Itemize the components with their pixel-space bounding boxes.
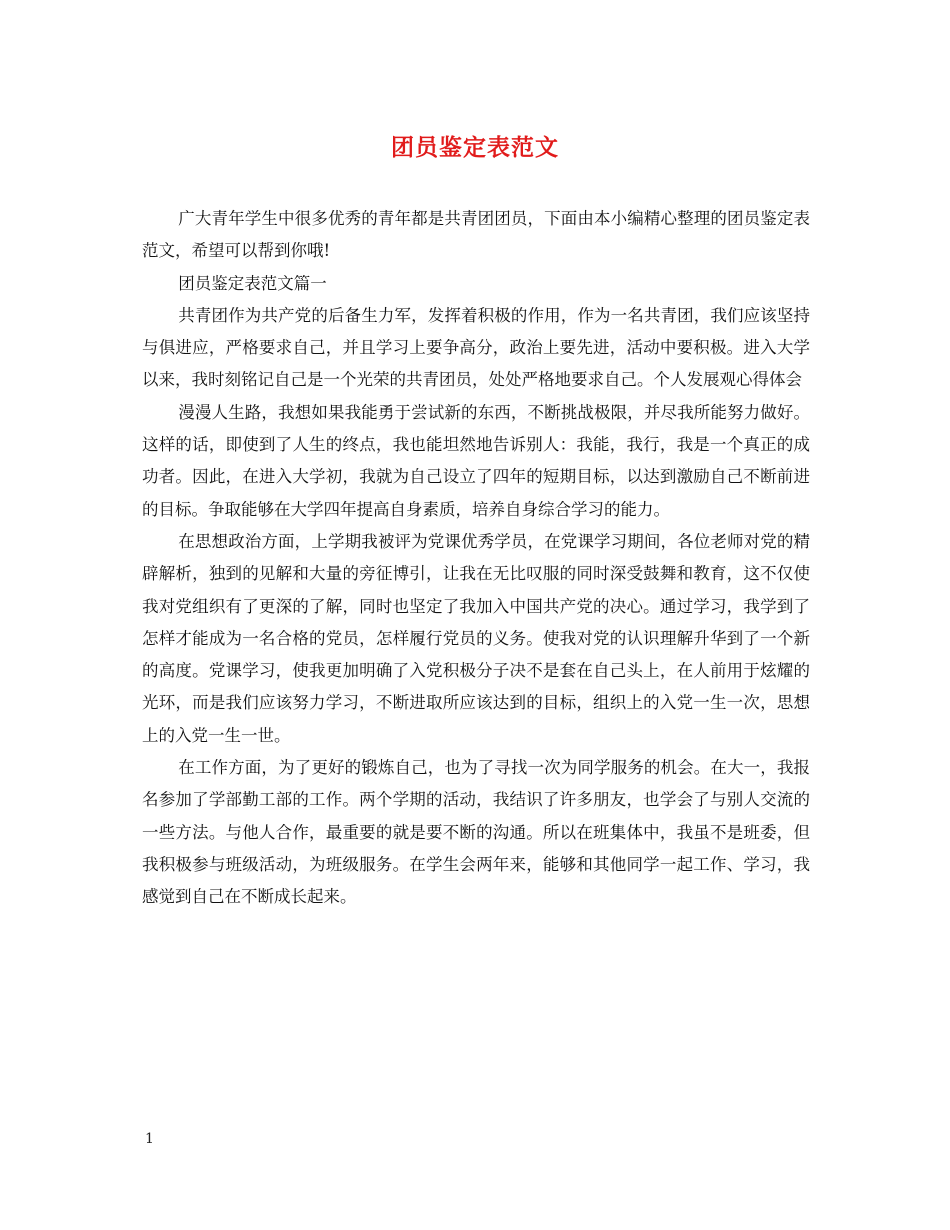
paragraph-1: 共青团作为共产党的后备生力军，发挥着积极的作用，作为一名共青团，我们应该坚持与俱进应，严格要求自己，并且学习上要争高分，政治上要先进，活动中要积极。进入大学以来，我时刻铭记自己是一个光荣的共青团员，处处严格地要求自己。个人发展观心得体会 [142,305,810,390]
paragraph-4: 在工作方面，为了更好的锻炼自己，也为了寻找一次为同学服务的机会。在大一，我报名参加了学部勤工部的工作。两个学期的活动，我结识了许多朋友，也学会了与别人交流的一些方法。与他人合作，最重要的就是要不断的沟通。所以在班集体中，我虽不是班委，但我积极参与班级活动，为班级服务。在学生会两年来，能够和其他同学一起工作、学习，我感觉到自己在不断成长起来。 [142,758,810,907]
section-heading: 团员鉴定表范文篇一 [178,273,327,293]
paragraph-2: 漫漫人生路，我想如果我能勇于尝试新的东西，不断挑战极限，并尽我所能努力做好。这样的话，即使到了人生的终点，我也能坦然地告诉别人：我能，我行，我是一个真正的成功者。因此，在进入大学初，我就为自己设立了四年的短期目标，以达到激励自己不断前进的目标。争取能够在大学四年提高自身素质，培养自身综合学习的能力。 [142,402,810,519]
document-body [142,203,810,914]
page-number: 1 [145,1131,154,1147]
paragraph-intro: 广大青年学生中很多优秀的青年都是共青团团员，下面由本小编精心整理的团员鉴定表范文，希望可以帮到你哦! [142,209,810,261]
paragraph-3: 在思想政治方面，上学期我被评为党课优秀学员，在党课学习期间，各位老师对党的精辟解析，独到的见解和大量的旁征博引，让我在无比叹服的同时深受鼓舞和教育，这不仅使我对党组织有了更深的了解，同时也坚定了我加入中国共产党的决心。通过学习，我学到了怎样才能成为一名合格的党员，怎样履行党员的义务。使我对党的认识理解升华到了一个新的高度。党课学习，使我更加明确了入党积极分子决不是套在自己头上，在人前用于炫耀的光环，而是我们应该努力学习，不断进取所应该达到的目标，组织上的入党一生一次，思想上的入党一生一世。 [142,531,810,745]
document-title: 团员鉴定表范文 [391,134,559,161]
